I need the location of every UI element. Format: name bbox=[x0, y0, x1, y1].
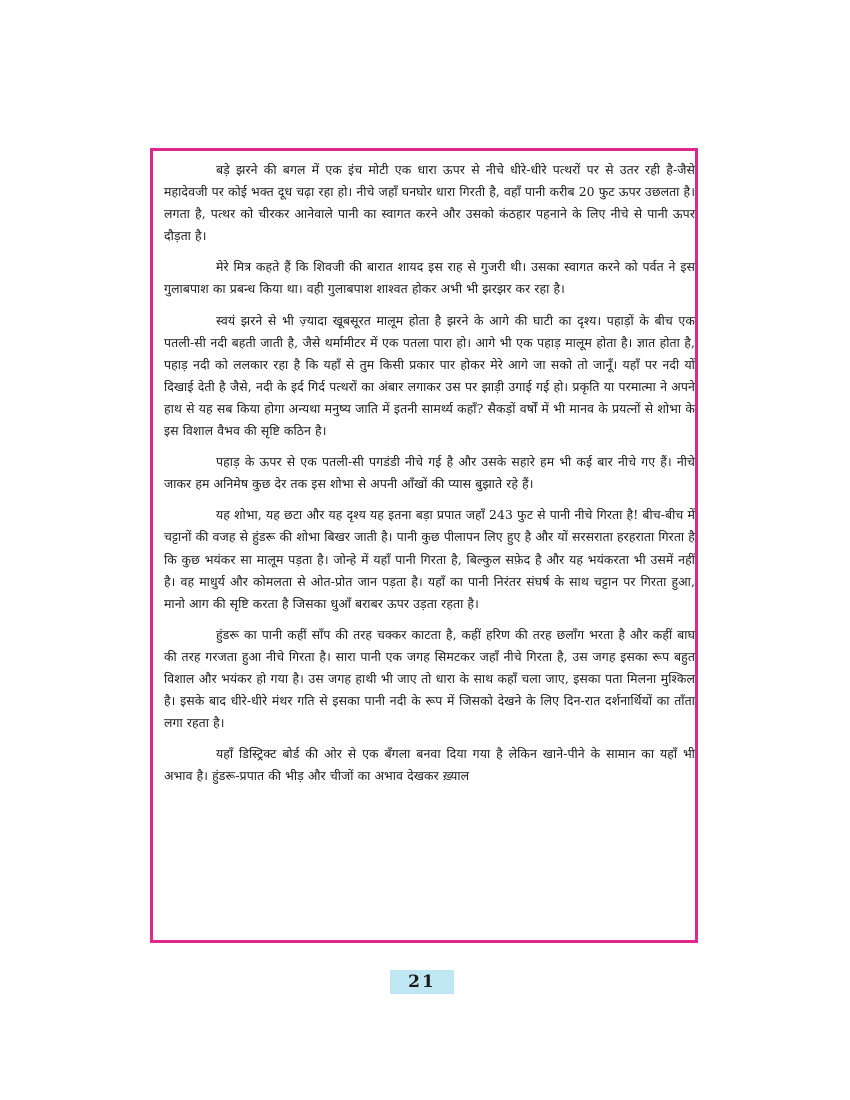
paragraph-5: यह शोभा, यह छटा और यह दृश्य यह इतना बड़ा प्रपात जहाँ 243 फुट से पानी नीचे गिरता है! बीच-बीच में चट्टानों की वजह से हुंडरू की शोभा बिखर जाती है। पानी कुछ पीलापन लिए हुए है और यों सरसराता हरहराता गिरता है कि कुछ भयंकर सा मालूम पड़ता है। जोन्हे में यहाँ पानी गिरता है, बिल्कुल सफ़ेद है और यह भयंकरता भी उसमें नहीं है। वह माधुर्य और कोमलता से ओत-प्रोत जान पड़ता है। यहाँ का पानी निरंतर संघर्ष के साथ चट्टान पर गिरता हुआ, मानो आग की सृष्टि करता है जिसका धुआँ बराबर ऊपर उड़ता रहता है। bbox=[164, 507, 695, 611]
paragraph-3: स्वयं झरने से भी ज़्यादा खूबसूरत मालूम होता है झरने के आगे की घाटी का दृश्य। पहाड़ों के बीच एक पतली-सी नदी बहती जाती है, जैसे थर्मामीटर में एक पतला पारा हो। आगे भी एक पहाड़ मालूम होता है। ज्ञात होता है, पहाड़ नदी को ललकार रहा है कि यहाँ से तुम किसी प्रकार पार होकर मेरे आगे जा सको तो जानूँ। यहाँ पर नदी यों दिखाई देती है जैसे, नदी के इर्द गिर्द पत्थरों का अंबार लगाकर उस पर झाड़ी उगाई गई हो। प्रकृति या परमात्मा ने अपने हाथ से यह सब किया होगा अन्यथा मनुष्य जाति में इतनी सामर्थ्य कहाँ? सैकड़ों वर्षों में भी मानव के प्रयत्नों से शोभा के इस विशाल वैभव की सृष्टि कठिन है। bbox=[164, 312, 695, 439]
page-frame bbox=[150, 148, 698, 943]
paragraph-7: यहाँ डिस्ट्रिक्ट बोर्ड की ओर से एक बँगला बनवा दिया गया है लेकिन खाने-पीने के सामान का यहाँ भी अभाव है। हुंडरू-प्रपात की भीड़ और चीजों का अभाव देखकर ख़्याल bbox=[164, 746, 695, 784]
page-number: 21 bbox=[408, 972, 436, 992]
paragraph-4: पहाड़ के ऊपर से एक पतली-सी पगडंडी नीचे गई है और उसके सहारे हम भी कई बार नीचे गए हैं। नीचे जाकर हम अनिमेष कुछ देर तक इस शोभा से अपनी आँखों की प्यास बुझाते रहे हैं। bbox=[164, 454, 695, 492]
paragraph-2: मेरे मित्र कहते हैं कि शिवजी की बारात शायद इस राह से गुजरी थी। उसका स्वागत करने को पर्वत ने इस गुलाबपाश का प्रबन्ध किया था। वही गुलाबपाश शाश्वत होकर अभी भी झरझर कर रहा है। bbox=[164, 259, 695, 297]
paragraph-6: हुंडरू का पानी कहीं साँप की तरह चक्कर काटता है, कहीं हरिण की तरह छलाँग भरता है और कहीं बाघ की तरह गरजता हुआ नीचे गिरता है। सारा पानी एक जगह सिमटकर जहाँ नीचे गिरता है, उस जगह इसका रूप बहुत विशाल और भयंकर हो गया है। उस जगह हाथी भी जाए तो धारा के साथ कहाँ चला जाए, इसका पता मिलना मुश्किल है। इसके बाद धीरे-धीरे मंथर गति से इसका पानी नदी के रूप में जिसको देखने के लिए दिन-रात दर्शनार्थियों का ताँता लगा रहता है। bbox=[164, 626, 695, 731]
paragraph-1: बड़े झरने की बगल में एक इंच मोटी एक धारा ऊपर से नीचे धीरे-धीरे पत्थरों पर से उतर रही है-जैसे महादेवजी पर कोई भक्त दूध चढ़ा रहा हो। नीचे जहाँ घनघोर धारा गिरती है, वहाँ पानी करीब 20 फुट ऊपर उछलता है। लगता है, पत्थर को चीरकर आनेवाले पानी का स्वागत करने और उसको कंठहार पहनाने के लिए नीचे से पानी ऊपर दौड़ता है। bbox=[164, 162, 695, 244]
page-number-box bbox=[390, 970, 454, 994]
